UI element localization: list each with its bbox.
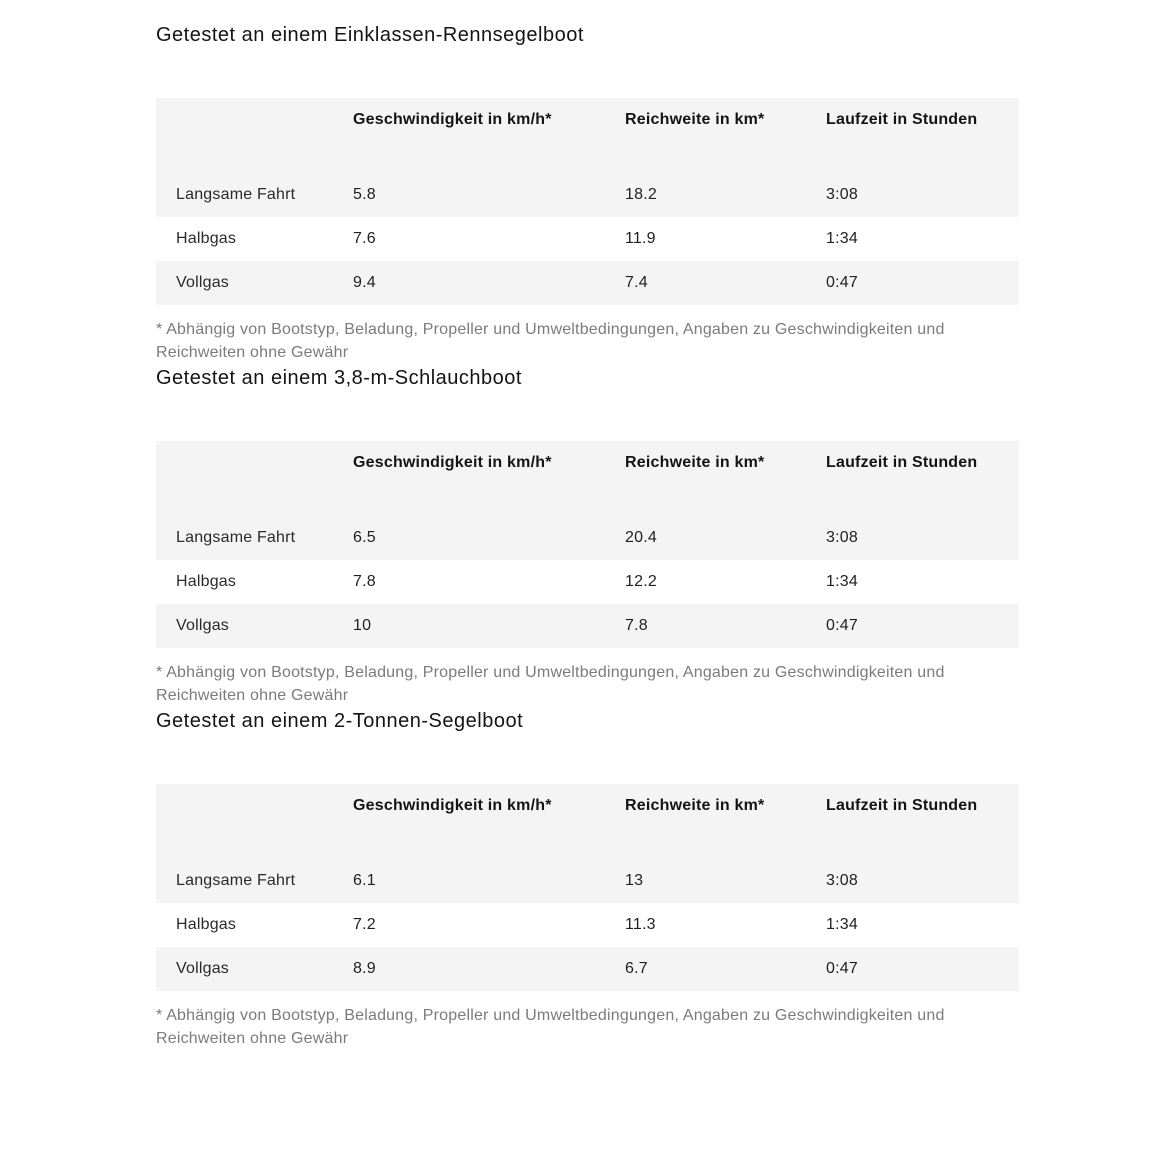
section-heading: Getestet an einem 3,8-m-Schlauchboot (156, 367, 522, 389)
cell-row-label: Halbgas (176, 230, 237, 247)
cell-range: 12.2 (625, 573, 657, 590)
section-heading: Getestet an einem Einklassen-Rennsegelboot (156, 24, 584, 46)
cell-range: 7.8 (625, 617, 648, 634)
cell-range: 7.4 (625, 274, 648, 291)
column-header-empty (156, 98, 353, 173)
cell-speed: 8.9 (353, 960, 376, 977)
cell-runtime: 3:08 (826, 186, 858, 203)
column-header-empty (156, 441, 353, 516)
cell-speed: 7.6 (353, 230, 376, 247)
table-footnote: * Abhängig von Bootstyp, Beladung, Propeller und Umweltbedingungen, Angaben zu Geschwindigkeiten und Reichweiten ohne Gewähr (156, 664, 945, 704)
spec-table (156, 441, 1019, 648)
table-header-row (156, 98, 1019, 173)
cell-range: 18.2 (625, 186, 657, 203)
cell-row-label: Vollgas (176, 617, 229, 634)
column-header-speed: Geschwindigkeit in km/h* (353, 441, 625, 516)
table-row (156, 947, 1019, 991)
cell-runtime: 3:08 (826, 872, 858, 889)
cell-speed: 6.1 (353, 872, 376, 889)
column-header-speed: Geschwindigkeit in km/h* (353, 784, 625, 859)
table-row (156, 516, 1019, 560)
table-row (156, 604, 1019, 648)
column-header-range: Reichweite in km* (625, 784, 826, 859)
cell-row-label: Vollgas (176, 960, 229, 977)
table-header-row (156, 441, 1019, 516)
column-header-runtime: Laufzeit in Stunden (826, 98, 1019, 173)
cell-row-label: Langsame Fahrt (176, 529, 296, 546)
table-footnote: * Abhängig von Bootstyp, Beladung, Propeller und Umweltbedingungen, Angaben zu Geschwindigkeiten und Reichweiten ohne Gewähr (156, 321, 945, 361)
cell-row-label: Halbgas (176, 573, 237, 590)
cell-range: 6.7 (625, 960, 648, 977)
cell-speed: 5.8 (353, 186, 376, 203)
section-rennsegelboot (156, 21, 1019, 364)
cell-speed: 9.4 (353, 274, 376, 291)
cell-range: 13 (625, 872, 644, 889)
table-row (156, 217, 1019, 261)
table-row (156, 261, 1019, 305)
table-row (156, 903, 1019, 947)
table-row (156, 859, 1019, 903)
cell-runtime: 0:47 (826, 960, 858, 977)
spec-table (156, 98, 1019, 305)
cell-row-label: Halbgas (176, 916, 237, 933)
column-header-range: Reichweite in km* (625, 441, 826, 516)
column-header-speed: Geschwindigkeit in km/h* (353, 98, 625, 173)
cell-runtime: 0:47 (826, 274, 858, 291)
cell-speed: 10 (353, 617, 372, 634)
cell-runtime: 1:34 (826, 230, 858, 247)
cell-runtime: 3:08 (826, 529, 858, 546)
cell-speed: 7.8 (353, 573, 376, 590)
cell-range: 11.3 (625, 916, 656, 933)
cell-row-label: Langsame Fahrt (176, 186, 296, 203)
section-segelboot (156, 707, 1019, 1050)
cell-row-label: Langsame Fahrt (176, 872, 296, 889)
table-footnote: * Abhängig von Bootstyp, Beladung, Propeller und Umweltbedingungen, Angaben zu Geschwindigkeiten und Reichweiten ohne Gewähr (156, 1007, 945, 1047)
cell-runtime: 0:47 (826, 617, 858, 634)
table-row (156, 173, 1019, 217)
table-header-row (156, 784, 1019, 859)
cell-runtime: 1:34 (826, 916, 858, 933)
table-row (156, 560, 1019, 604)
cell-range: 20.4 (625, 529, 657, 546)
cell-runtime: 1:34 (826, 573, 858, 590)
spec-table (156, 784, 1019, 991)
cell-speed: 6.5 (353, 529, 376, 546)
cell-row-label: Vollgas (176, 274, 229, 291)
cell-speed: 7.2 (353, 916, 376, 933)
column-header-range: Reichweite in km* (625, 98, 826, 173)
column-header-empty (156, 784, 353, 859)
column-header-runtime: Laufzeit in Stunden (826, 784, 1019, 859)
section-heading: Getestet an einem 2-Tonnen-Segelboot (156, 710, 524, 732)
cell-range: 11.9 (625, 230, 656, 247)
column-header-runtime: Laufzeit in Stunden (826, 441, 1019, 516)
section-schlauchboot (156, 364, 1019, 707)
